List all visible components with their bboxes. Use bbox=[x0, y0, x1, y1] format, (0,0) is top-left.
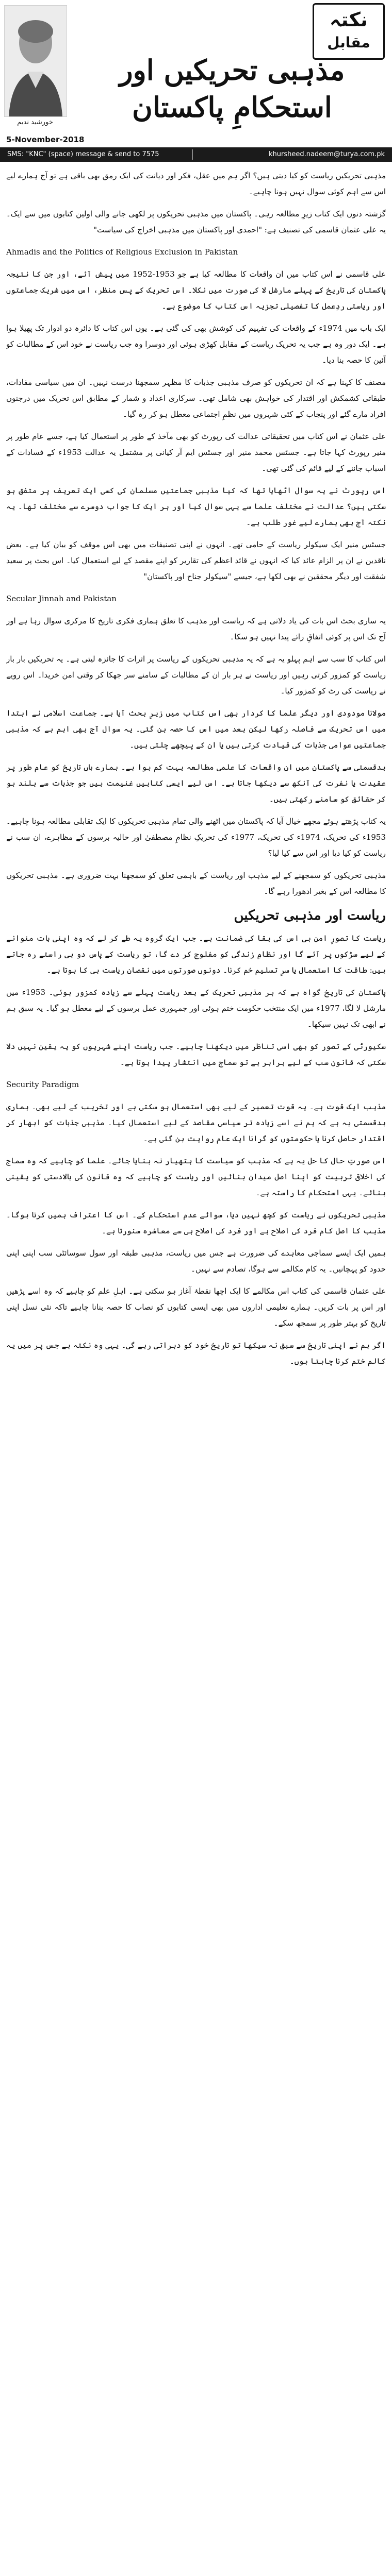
sms-instructions: SMS: "KNC" (space) message & send to 7575 bbox=[7, 150, 159, 158]
publish-date: 5-November-2018 bbox=[6, 135, 85, 144]
paragraph: مذہبی تحریکوں کو سمجھنے کے لیے مذہب اور ریاست کے باہمی تعلق کو سمجھنا بہت ضروری ہے۔ مذہبی تحریکوں کا مطالعہ اس کے بغیر ادھورا رہے گا۔ bbox=[6, 871, 386, 896]
contact-separator bbox=[192, 149, 193, 160]
paragraph: یہ ساری بحث اس بات کی یاد دلاتی ہے کہ ریاست اور مذہب کا تعلق ہماری فکری تاریخ کا مرکزی سوال رہا ہے اور آج تک اس پر کوئی اتفاقِ رائے پیدا نہیں ہو سکا۔ bbox=[6, 616, 386, 641]
paragraph: اگر ہم نے اپنی تاریخ سے سبق نہ سیکھا تو تاریخ خود کو دہراتی رہے گی۔ یہی وہ نکتہ ہے جس پر میں یہ کالم ختم کرنا چاہتا ہوں۔ bbox=[6, 1341, 386, 1366]
author-portrait-drawing bbox=[5, 6, 67, 116]
paragraph: اس رپورٹ نے یہ سوال اٹھایا تھا کہ کیا مذہبی جماعتیں مسلمان کی کسی ایک تعریف پر متفق ہو سکتی ہیں؟ عدالت نے مختلف علما سے یہی سوال کیا اور ہر ایک کا جواب دوسرے سے مختلف تھا۔ یہ نکتہ آج بھی ہمارے لیے غور طلب ہے۔ bbox=[6, 486, 386, 527]
article-body bbox=[6, 168, 386, 2576]
paragraph: مذہب ایک قوت ہے۔ یہ قوت تعمیر کے لیے بھی استعمال ہو سکتی ہے اور تخریب کے لیے بھی۔ ہماری بدقسمتی یہ ہے کہ ہم نے اسے زیادہ تر سیاسی مقاصد کے لیے استعمال کیا۔ مذہبی جذبات کو ابھار کر اقتدار حاصل کرنا یا حکومتوں کو گرانا ایک عام روایت بن گئی ہے۔ bbox=[6, 1102, 386, 1143]
column-logo-word-2: مقابل bbox=[327, 34, 370, 51]
column-logo-word-1: نکتہ bbox=[329, 8, 368, 31]
paragraph: یہ کتاب پڑھتے ہوئے مجھے خیال آیا کہ پاکستان میں اٹھنے والی تمام مذہبی تحریکوں کا ایک تقابلی مطالعہ ہونا چاہیے۔ 1953ء کی تحریک، 1974ء کی تحریک، 1977ء کی تحریکِ نظامِ مصطفیٰ اور حالیہ برسوں کے مظاہرے، ان سب نے ریاست کو کیا دیا اور اس سے کیا لیا؟ bbox=[6, 817, 386, 858]
paragraph: اس کتاب کا سب سے اہم پہلو یہ ہے کہ یہ مذہبی تحریکوں کے ریاست پر اثرات کا جائزہ لیتی ہے۔ یہ تحریکیں بار بار ریاست کو کمزور کرتی رہیں اور ریاست نے ہر بار ان کے مطالبات کے سامنے سر جھکا کر وقتی امن خریدا۔ اس رویے نے ریاست کی رٹ کو کمزور کیا۔ bbox=[6, 654, 386, 696]
term-english: Security Paradigm bbox=[6, 1080, 79, 1089]
paragraph: پاکستان کی تاریخ گواہ ہے کہ ہر مذہبی تحریک کے بعد ریاست پہلے سے زیادہ کمزور ہوئی۔ 1953ء میں مارشل لا لگا، 1977ء میں ایک منتخب حکومت ختم ہوئی اور جمہوری عمل برسوں کے لیے معطل ہو گیا۔ یہ سبق ہم نے ابھی تک نہیں سیکھا۔ bbox=[6, 988, 386, 1029]
contact-bar bbox=[0, 147, 392, 162]
paragraph: اس صورتِ حال کا حل یہ ہے کہ مذہب کو سیاست کا ہتھیار نہ بنایا جائے۔ علما کو چاہیے کہ وہ سماج کی اخلاقی تربیت کو اپنا اصل میدان بنائیں اور ریاست کو چاہیے کہ وہ قانون کی بالادستی کو یقینی بنائے۔ یہی استحکام کا راستہ ہے۔ bbox=[6, 1156, 386, 1197]
paragraph: مذہبی تحریکوں نے ریاست کو کچھ نہیں دیا، سوائے عدم استحکام کے۔ اس کا اعتراف ہمیں کرنا ہوگا۔ مذہب کا اصل کام فرد کی اصلاح ہے اور فرد کی اصلاح ہی سے معاشرہ سنورتا ہے۔ bbox=[6, 1210, 386, 1235]
paragraph: جسٹس منیر ایک سیکولر ریاست کے حامی تھے۔ انہوں نے اپنی تصنیفات میں بھی اس موقف کو بیان کیا ہے۔ بعض ناقدین نے ان پر الزام عائد کیا کہ انہوں نے قائد اعظم کی تقاریر کو اپنے مقصد کے لیے استعمال کیا۔ اس بحث پر سعید شفقت اور دیگر محققین نے بھی لکھا ہے، جیسے "سیکولر جناح اور پاکستان" bbox=[6, 540, 386, 581]
paragraph: ایک باب میں 1974ء کے واقعات کی تفہیم کی کوشش بھی کی گئی ہے۔ یوں اس کتاب کا دائرہ دو ادوار تک پھیلا ہوا ہے۔ ایک دور وہ ہے جب یہ تحریک ریاست کے مقابل کھڑی ہوئی اور دوسرا وہ جب ریاست نے خود اس کے مطالبات کو آئین کا حصہ بنا دیا۔ bbox=[6, 324, 386, 365]
paragraph: علی قاسمی نے اس کتاب میں ان واقعات کا مطالعہ کیا ہے جو 1953-1952 میں پیش آئے، اور جن کا نتیجہ پاکستان کی تاریخ کے پہلے مارشل لا کی صورت میں نکلا۔ اس تحریک کے پس منظر، اس میں شریک جماعتوں اور ریاستی ردِعمل کا تفصیلی تجزیہ اس کتاب کا موضوع ہے۔ bbox=[6, 269, 386, 311]
paragraph: مولانا مودودی اور دیگر علما کا کردار بھی اس کتاب میں زیرِ بحث آیا ہے۔ جماعت اسلامی نے ابتدا میں اس تحریک سے فاصلہ رکھا لیکن بعد میں اس کا حصہ بن گئی۔ یہ سوال آج بھی اہم ہے کہ مذہبی جماعتیں عوامی جذبات کی قیادت کرتی ہیں یا ان کے پیچھے چلتی ہیں۔ bbox=[6, 708, 386, 750]
paragraph: علی عثمان نے اس کتاب میں تحقیقاتی عدالت کی رپورٹ کو بھی مآخذ کے طور پر استعمال کیا ہے، جسے عام طور پر منیر رپورٹ کہا جاتا ہے۔ جسٹس محمد منیر اور جسٹس ایم آر کیانی پر مشتمل یہ عدالت 1953ء کے فسادات کے اسباب جاننے کے لیے قائم کی گئی تھی۔ bbox=[6, 432, 386, 473]
headline: مذہبی تحریکیں اور استحکامِ پاکستان bbox=[119, 54, 345, 124]
masthead bbox=[0, 0, 392, 170]
paragraph: ریاست کا تصورِ امن ہی اس کی بقا کی ضمانت ہے۔ جب ایک گروہ یہ طے کر لے کہ وہ اپنی بات منوانے کے لیے سڑکوں پر آئے گا اور نظامِ زندگی کو مفلوج کر دے گا، تو ریاست کے پاس دو ہی راستے رہ جاتے ہیں: طاقت کا استعمال یا سرِ تسلیم خم کرنا۔ دونوں صورتوں میں نقصان ریاست ہی کا ہوتا ہے۔ bbox=[6, 934, 386, 975]
author-portrait bbox=[4, 5, 67, 117]
author-name: خورشید ندیم bbox=[17, 118, 53, 126]
paragraph: ہمیں ایک ایسے سماجی معاہدے کی ضرورت ہے جس میں ریاست، مذہبی طبقہ اور سول سوسائٹی سب اپنی اپنی حدود کو پہچانیں۔ یہ کام مکالمے سے ہوگا، تصادم سے نہیں۔ bbox=[6, 1248, 386, 1274]
paragraph: مصنف کا کہنا ہے کہ ان تحریکوں کو صرف مذہبی جذبات کا مظہر سمجھنا درست نہیں۔ ان میں سیاسی مفادات، طبقاتی کشمکش اور اقتدار کی خواہش بھی شامل تھی۔ سرکاری اعداد و شمار کے مطابق اس تحریک میں درجنوں افراد مارے گئے اور پنجاب کے کئی شہروں میں نظمِ اجتماعی معطل ہو کر رہ گیا۔ bbox=[6, 378, 386, 419]
section-subheading: ریاست اور مذہبی تحریکیں bbox=[234, 908, 386, 923]
book-title-english: Ahmadis and the Politics of Religious Exclusion in Pakistan bbox=[6, 247, 238, 257]
paragraph: علی عثمان قاسمی کی کتاب اس مکالمے کا ایک اچھا نقطۂ آغاز ہو سکتی ہے۔ اہلِ علم کو چاہیے کہ وہ اسے پڑھیں اور اس پر بات کریں۔ ہمارے تعلیمی اداروں میں بھی ایسی کتابوں کو نصاب کا حصہ بنانا چاہیے تاکہ نئی نسل اپنی تاریخ کو بہتر طور پر سمجھ سکے۔ bbox=[6, 1286, 386, 1328]
author-email: khursheed.nadeem@turya.com.pk bbox=[268, 150, 385, 158]
paragraph: سکیورٹی کے تصور کو بھی اسی تناظر میں دیکھنا چاہیے۔ جب ریاست اپنے شہریوں کو یہ یقین نہیں دلا سکتی کہ قانون سب کے لیے برابر ہے تو سماج میں انتشار پیدا ہوتا ہے۔ bbox=[6, 1042, 386, 1067]
book-title-english: Secular Jinnah and Pakistan bbox=[6, 594, 117, 603]
paragraph: گزشتہ دنوں ایک کتاب زیرِ مطالعہ رہی۔ پاکستان میں مذہبی تحریکوں پر لکھی جانے والی اولین کتابوں میں سے ایک۔ یہ علی عثمان قاسمی کی تصنیف ہے: "احمدی اور پاکستان میں مذہبی اخراج کی سیاست" bbox=[6, 209, 386, 234]
paragraph: مذہبی تحریکیں ریاست کو کیا دیتی ہیں؟ اگر ہم میں عقل، فکر اور دیانت کی ایک رمق بھی باقی ہے تو آج ہمارے لیے اس سے اہم کوئی سوال نہیں ہونا چاہیے۔ bbox=[6, 171, 386, 196]
paragraph: بدقسمتی سے پاکستان میں ان واقعات کا علمی مطالعہ بہت کم ہوا ہے۔ ہمارے ہاں تاریخ کو عام طور پر عقیدت یا نفرت کی آنکھ سے دیکھا جاتا ہے۔ اس لیے ایسی کتابیں غنیمت ہیں جو جذبات سے بلند ہو کر حقائق کو سامنے رکھتی ہیں۔ bbox=[6, 762, 386, 804]
